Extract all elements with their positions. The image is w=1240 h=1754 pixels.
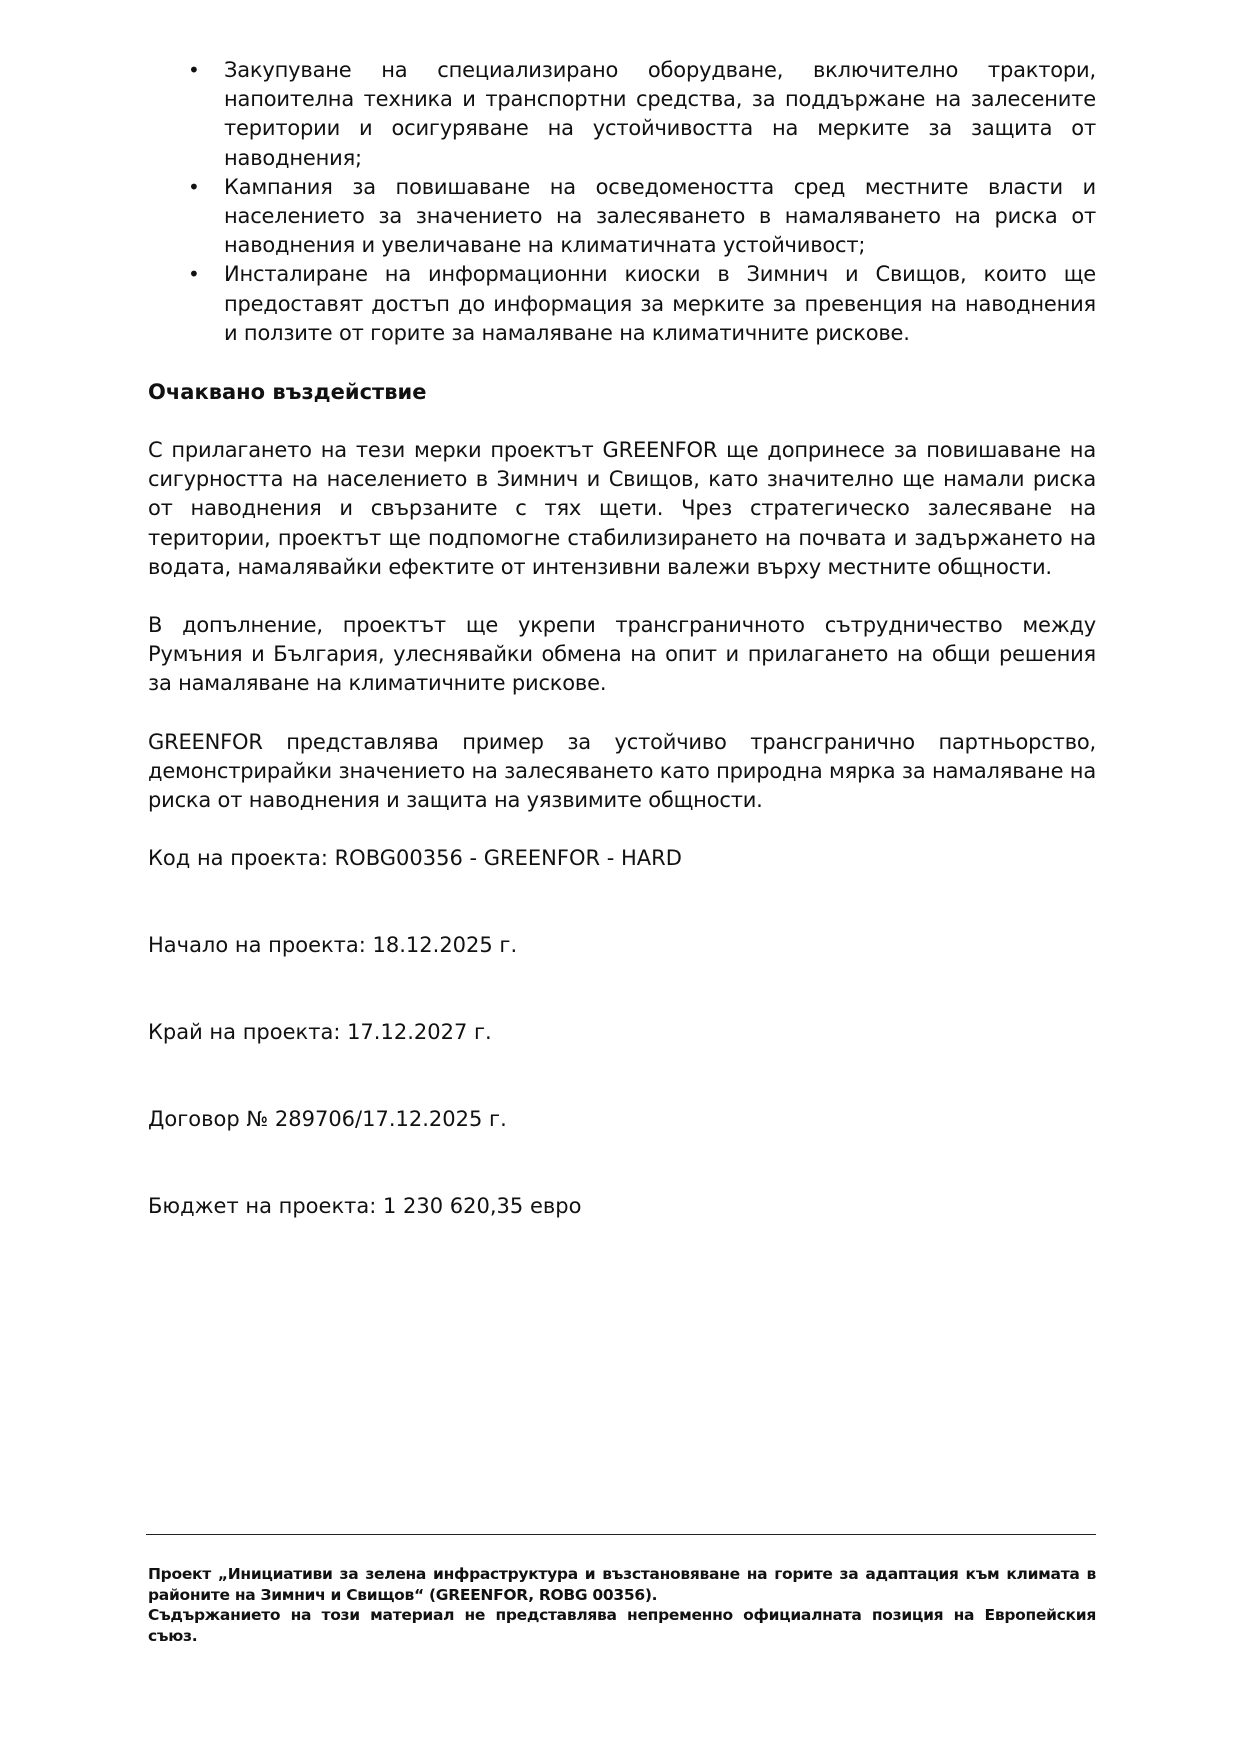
impact-paragraph-3: GREENFOR представлява пример за устойчиво трансгранично партньорство, демонстрирайки значението на залесяването като природна мярка за намаляване на риска от наводнения и защита на уязвимите общности. — [148, 729, 1096, 813]
footer-divider — [146, 1534, 1096, 1535]
activities-bullet-list — [148, 56, 1096, 348]
footer-disclaimer — [148, 1564, 1096, 1646]
project-start-date: Начало на проекта: 18.12.2025 г. — [148, 933, 518, 958]
bullet-item-campaign — [148, 173, 1096, 261]
project-contract: Договор № 289706/17.12.2025 г. — [148, 1107, 507, 1132]
bullet-icon: • — [188, 58, 200, 82]
bullet-text: Инсталиране на информационни киоски в Зимнич и Свищов, които ще предоставят достъп до информация за мерките за превенция на наводнения и ползите от горите за намаляване на климатичните рискове. — [224, 262, 1096, 345]
bullet-text: Кампания за повишаване на осведомеността сред местните власти и населението за значението на залесяването в намаляването на риска от наводнения и увеличаване на климатичната устойчивост; — [224, 174, 1096, 258]
project-budget: Бюджет на проекта: 1 230 620,35 евро — [148, 1194, 582, 1219]
footer-project-line: Проект „Инициативи за зелена инфраструктура и възстановяване на горите за адаптация към климата в районите на Зимнич и Свищов“ (GREENFOR, ROBG 00356). — [148, 1565, 1096, 1604]
bullet-icon: • — [188, 262, 200, 287]
project-code: Код на проекта: ROBG00356 - GREENFOR - HARD — [148, 846, 682, 871]
bullet-text: Закупуване на специализирано оборудване, включително трактори, напоителна техника и транспортни средства, за поддържане на залесените територии и осигуряване на устойчивостта на мерките за защита от наводнения; — [224, 58, 1096, 170]
bullet-item-equipment — [148, 56, 1096, 173]
impact-paragraph-1: С прилагането на тези мерки проектът GREENFOR ще допринесе за повишаване на сигурността на населението в Зимнич и Свищов, като значително ще намали риска от наводнения и свързаните с тях щети. Чрез стратегическо залесяване на територии, проектът ще подпомогне стабилизирането на почвата и задържането на водата, намалявайки ефектите от интензивни валежи върху местните общности. — [148, 438, 1096, 579]
bullet-icon: • — [188, 174, 200, 199]
impact-paragraph-2: В допълнение, проектът ще укрепи трансграничното сътрудничество между Румъния и България, улеснявайки обмена на опит и прилагането на общи решения за намаляване на климатичните рискове. — [148, 613, 1096, 696]
footer-eu-disclaimer: Съдържанието на този материал не представлява непременно официалната позиция на Европейския съюз. — [148, 1606, 1096, 1645]
section-heading-expected-impact: Очаквано въздействие — [148, 380, 427, 405]
document-page — [148, 56, 1096, 1221]
bullet-item-kiosks — [148, 260, 1096, 348]
project-end-date: Край на проекта: 17.12.2027 г. — [148, 1020, 492, 1045]
